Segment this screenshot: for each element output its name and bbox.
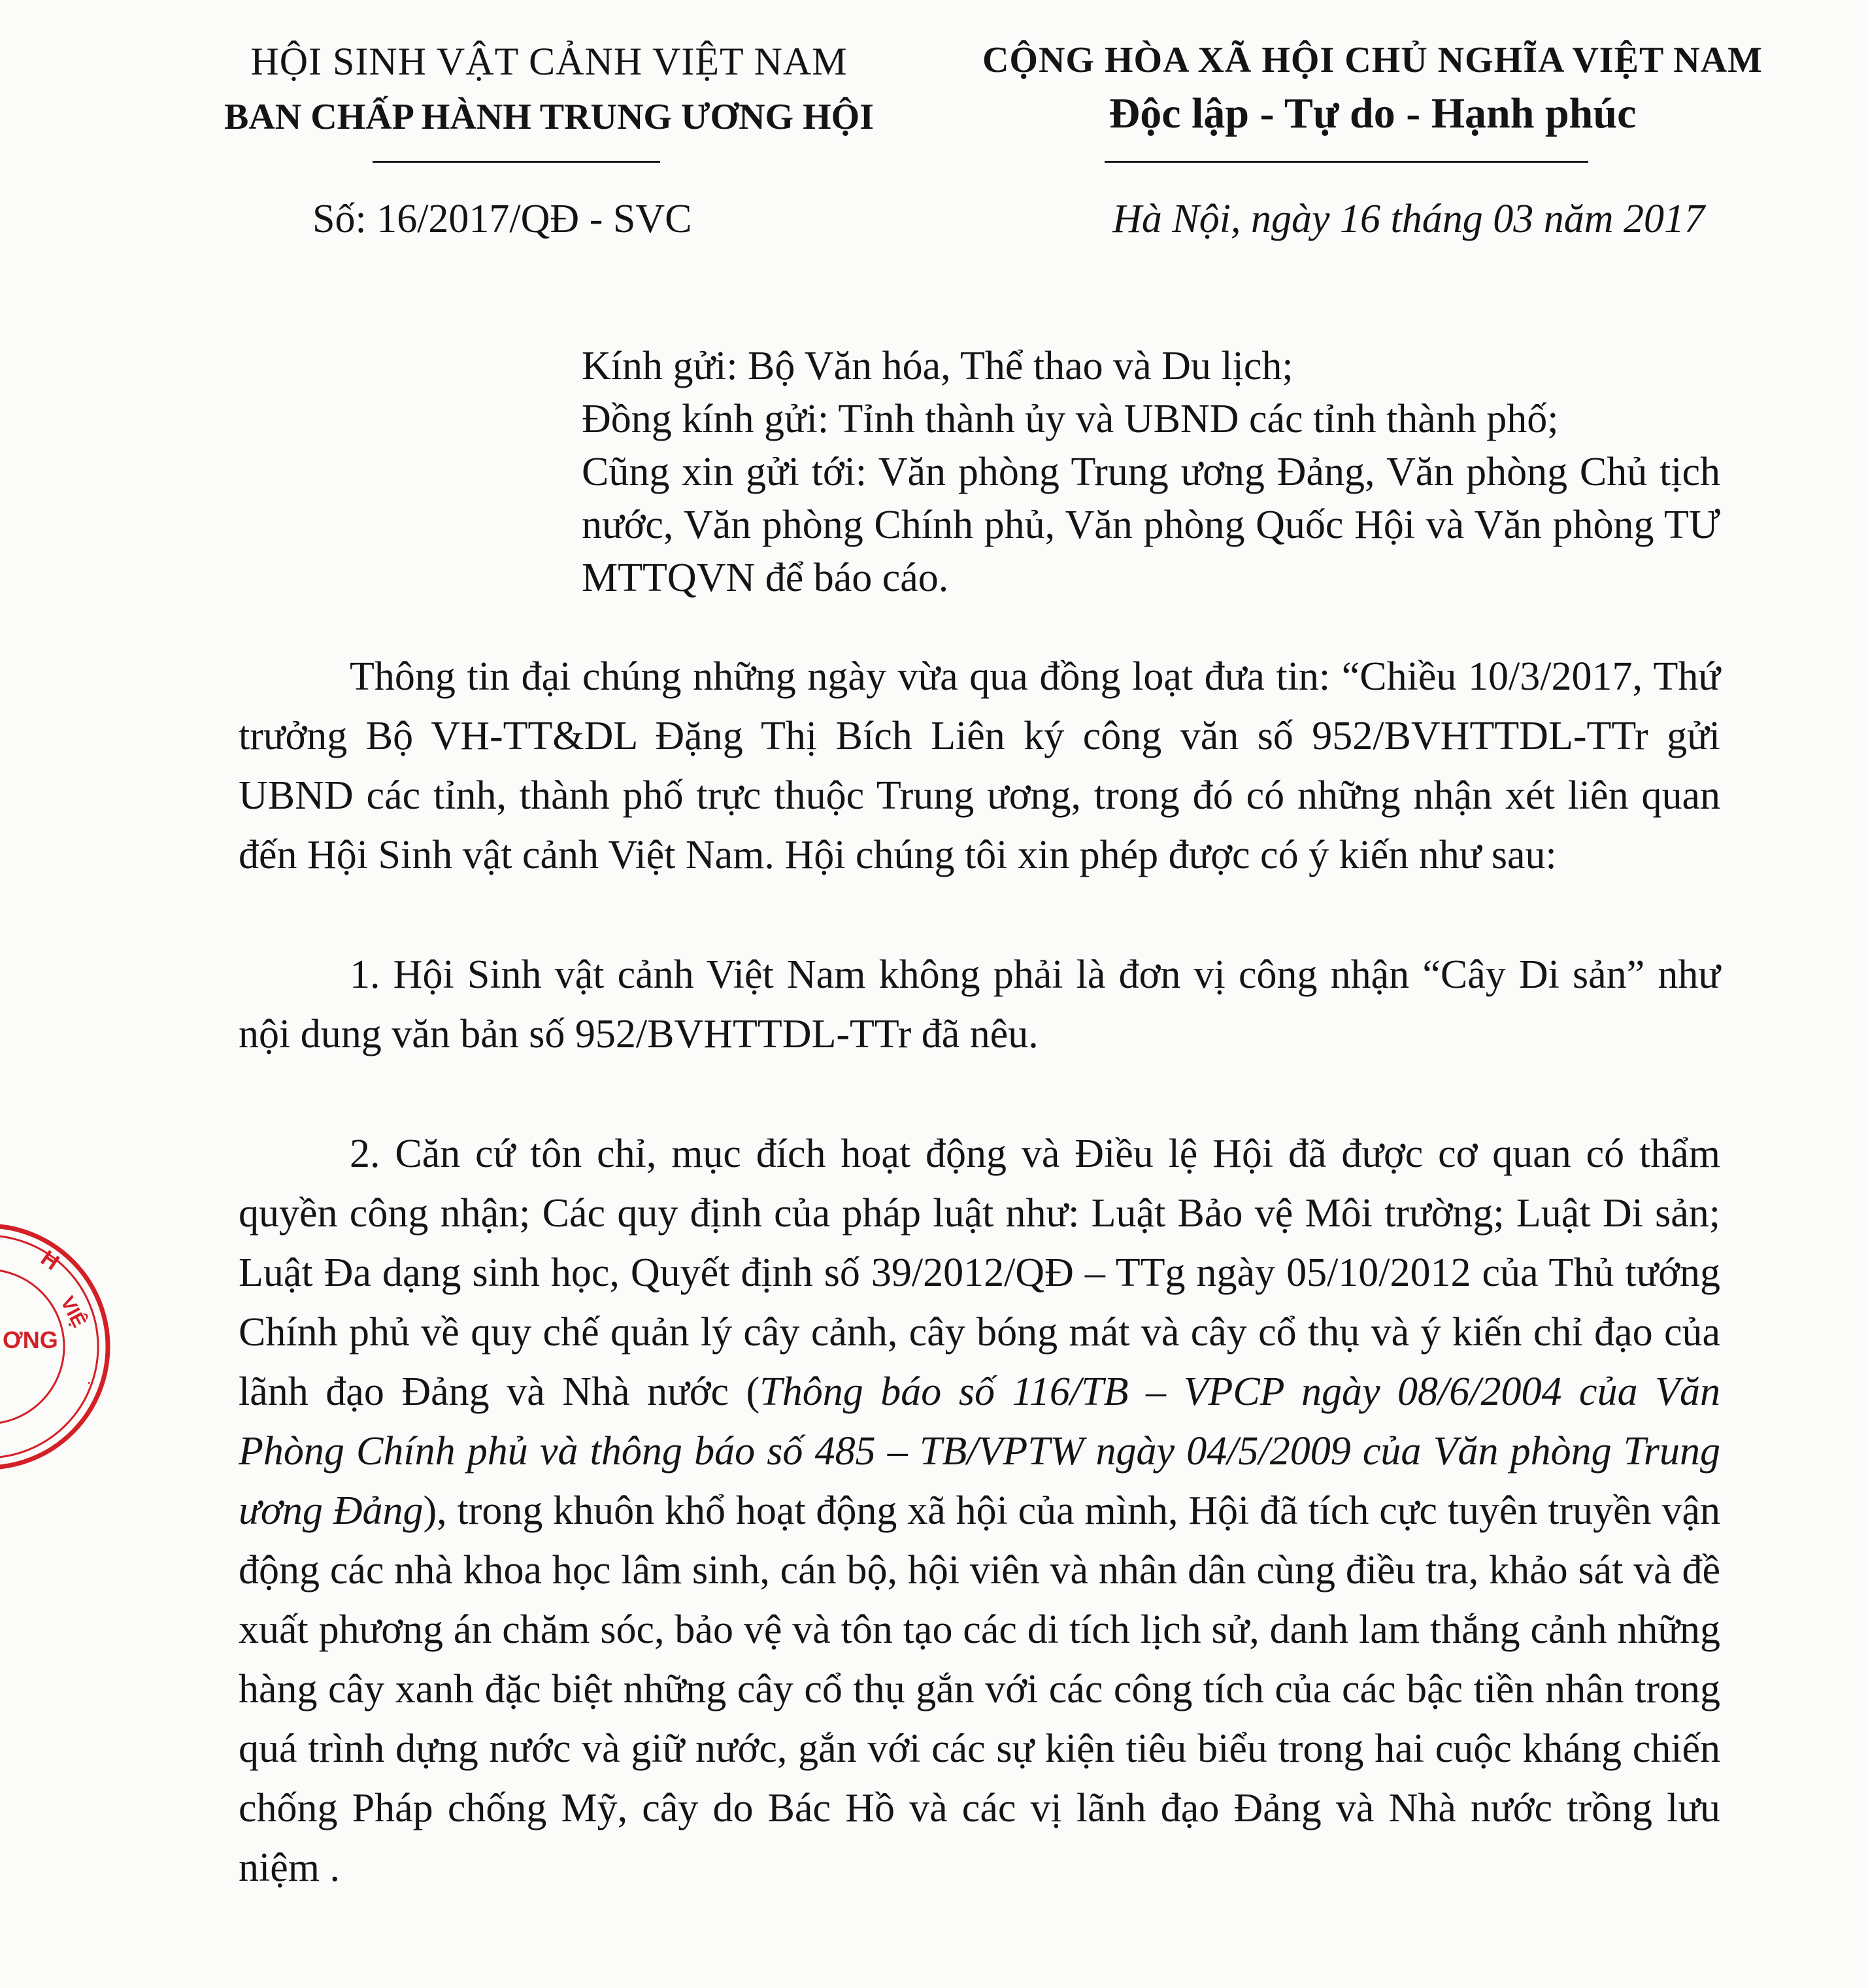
recipient-cc: Đồng kính gửi: Tỉnh thành ủy và UBND các tỉnh thành phố; <box>582 397 1559 441</box>
letter-body <box>239 647 1720 1898</box>
red-seal-icon <box>0 1203 114 1491</box>
motto-underline <box>1105 161 1588 163</box>
recipient-primary: Kính gửi: Bộ Văn hóa, Thể thao và Du lịch; <box>582 344 1293 388</box>
document-number: Số: 16/2017/QĐ - SVC <box>312 197 692 241</box>
point-2-citation: Thông báo số 116/TB – VPCP ngày 08/6/2004 của Văn Phòng Chính phủ và thông báo số 485 – TB/VPTW ngày 04/5/2009 của Văn phòng Trung ương Đảng <box>239 1370 1720 1533</box>
recipients-block <box>582 340 1720 605</box>
seal-fragment-1: H <box>36 1245 64 1275</box>
body-point-1: 1. Hội Sinh vật cảnh Việt Nam không phải là đơn vị công nhận “Cây Di sản” như nội dung văn bản số 952/BVHTTDL-TTr đã nêu. <box>239 952 1720 1056</box>
national-motto-block <box>948 39 1797 139</box>
body-intro-paragraph: Thông tin đại chúng những ngày vừa qua đồng loạt đưa tin: “Chiều 10/3/2017, Thứ trưởng Bộ VH-TT&DL Đặng Thị Bích Liên ký công văn số 952/BVHTTDL-TTr gửi UBND các tỉnh, thành phố trực thuộc Trung ương, trong đó có những nhận xét liên quan đến Hội Sinh vật cảnh Việt Nam. Hội chúng tôi xin phép được có ý kiến như sau: <box>239 654 1720 877</box>
svg-text:·: · <box>80 1378 101 1388</box>
issuer-block <box>216 39 882 138</box>
seal-fragment-3: ƠNG <box>3 1326 58 1353</box>
official-seal <box>0 1203 114 1491</box>
body-point-2 <box>239 1124 1720 1898</box>
point-2-text-end: ), trong khuôn khổ hoạt động xã hội của mình, Hội đã tích cực tuyên truyền vận động các nhà khoa học lâm sinh, cán bộ, hội viên và nhân dân cùng điều tra, khảo sát và đề xuất phương án chăm sóc, bảo vệ và tôn tạo các di tích lịch sử, danh lam thắng cảnh những hàng cây xanh đặc biệt những cây cổ thụ gắn với các công tích của các bậc tiền nhân trong quá trình dựng nước và giữ nước, gắn với các sự kiện tiêu biểu trong hai cuộc kháng chiến chống Pháp chống Mỹ, cây do Bác Hồ và các vị lãnh đạo Đảng và Nhà nước trồng lưu niệm . <box>239 1489 1720 1890</box>
country-name: CỘNG HÒA XÃ HỘI CHỦ NGHĨA VIỆT NAM <box>982 40 1763 80</box>
document-date: Hà Nội, ngày 16 tháng 03 năm 2017 <box>1112 197 1705 241</box>
issuer-committee: BAN CHẤP HÀNH TRUNG ƯƠNG HỘI <box>224 97 875 137</box>
national-motto: Độc lập - Tự do - Hạnh phúc <box>1109 90 1637 138</box>
point-2-text-start: 2. Căn cứ tôn chỉ, mục đích hoạt động và Điều lệ Hội đã được cơ quan có thẩm quyền công nhận; Các quy định của pháp luật như: Luật Bảo vệ Môi trường; Luật Di sản; Luật Đa dạng sinh học, Quyết định số 39/2012/QĐ – TTg ngày 05/10/2012 của Thủ tướng Chính phủ về quy chế quản lý cây cảnh, cây bóng mát và cây cổ thụ và ý kiến chỉ đạo của lãnh đạo Đảng và Nhà nước ( <box>239 1132 1720 1414</box>
issuer-underline <box>373 161 660 163</box>
issuer-name: HỘI SINH VẬT CẢNH VIỆT NAM <box>250 40 848 83</box>
recipient-also: Cũng xin gửi tới: Văn phòng Trung ương Đảng, Văn phòng Chủ tịch nước, Văn phòng Chính phủ, Văn phòng Quốc Hội và Văn phòng TƯ MTTQVN để báo cáo. <box>582 450 1720 600</box>
seal-fragment-2: VIỆ <box>56 1292 90 1331</box>
